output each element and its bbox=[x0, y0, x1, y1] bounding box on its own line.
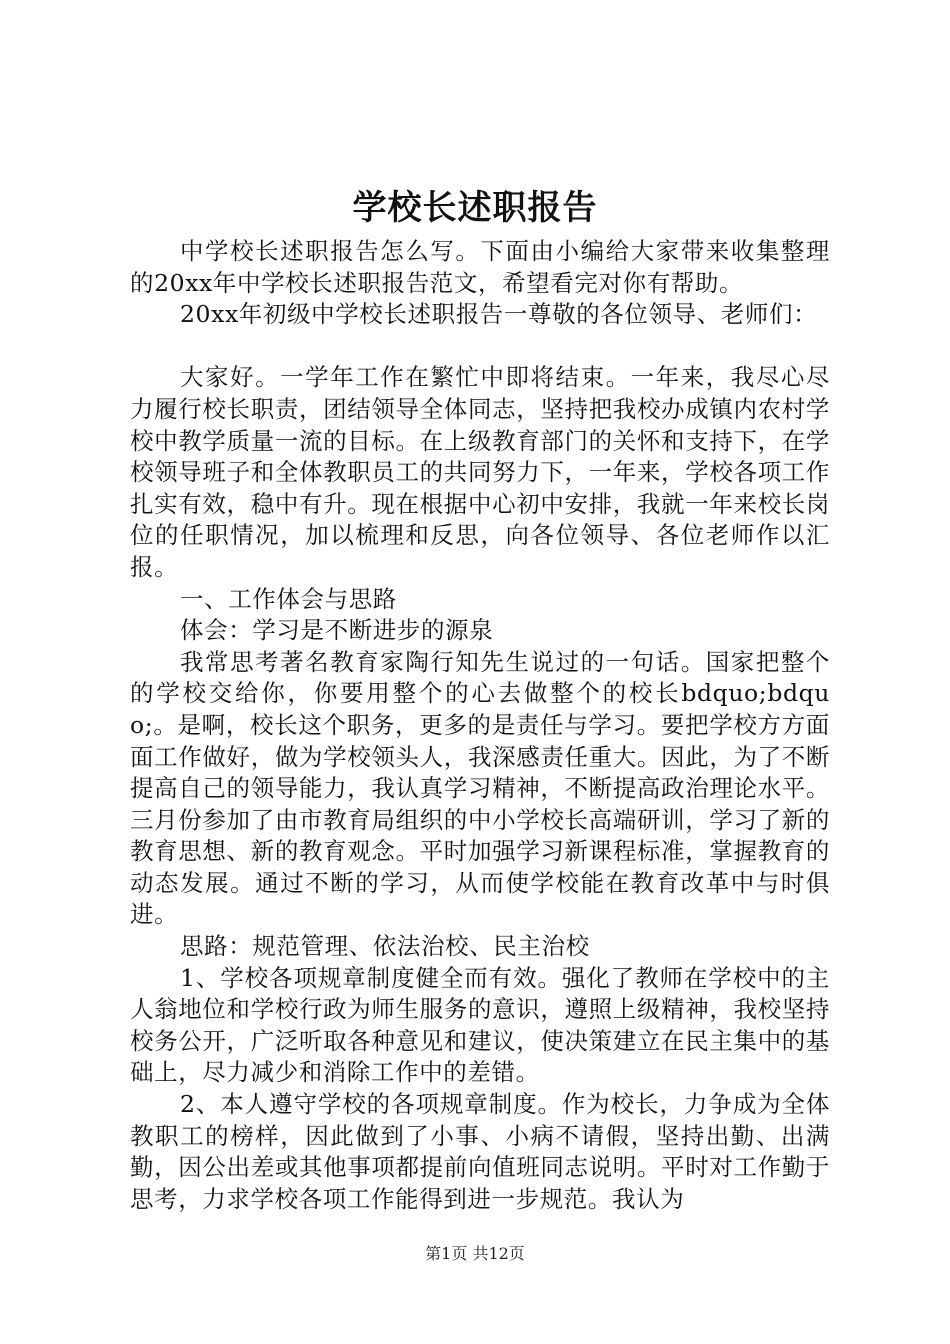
paragraph-intro: 中学校长述职报告怎么写。下面由小编给大家带来收集整理的20xx年中学校长述职报告范文，希望看完对你有帮助。 bbox=[130, 237, 830, 297]
subheading-approach: 思路：规范管理、依法治校、民主治校 bbox=[180, 932, 590, 961]
section-heading-1: 一、工作体会与思路 bbox=[180, 584, 397, 613]
paragraph-learning: 我常思考著名教育家陶行知先生说过的一句话。国家把整个的学校交给你，你要用整个的心去做整个的校长bdquo;bdquo;。是啊，校长这个职务，更多的是责任与学习。要把学校方方面面工作做好，做为学校领头人，我深感责任重大。因此，为了不断提高自己的领导能力，我认真学习精神，不断提高政治理论水平。三月份参加了由市教育局组织的中小学校长高端研训，学习了新的教育思想、新的教育观念。平时加强学习新课程标准，掌握教育的动态发展。通过不断的学习，从而使学校能在教育改革中与时俱进。 bbox=[130, 647, 830, 929]
paragraph-salutation: 20xx年初级中学校长述职报告一尊敬的各位领导、老师们： bbox=[180, 300, 818, 329]
paragraph-item-1: 1、学校各项规章制度健全而有效。强化了教师在学校中的主人翁地位和学校行政为师生服务的意识，遵照上级精神，我校坚持校务公开，广泛听取各种意见和建议，使决策建立在民主集中的基础上，尽力减少和消除工作中的差错。 bbox=[130, 963, 830, 1087]
subheading-experience: 体会：学习是不断进步的源泉 bbox=[180, 616, 494, 645]
document-body bbox=[130, 236, 830, 1215]
page-footer: 第1页 共12页 bbox=[425, 1244, 525, 1263]
document-title: 学校长述职报告 bbox=[352, 188, 598, 228]
paragraph-greeting: 大家好。一学年工作在繁忙中即将结束。一年来，我尽心尽力履行校长职责，团结领导全体同志，坚持把我校办成镇内农村学校中教学质量一流的目标。在上级教育部门的关怀和支持下，在学校领导班子和全体教职员工的共同努力下，一年来，学校各项工作扎实有效，稳中有升。现在根据中心初中安排，我就一年来校长岗位的任职情况，加以梳理和反思，向各位领导、各位老师作以汇报。 bbox=[130, 363, 830, 581]
paragraph-item-2: 2、本人遵守学校的各项规章制度。作为校长，力争成为全体教职工的榜样，因此做到了小事、小病不请假，坚持出勤、出满勤，因公出差或其他事项都提前向值班同志说明。平时对工作勤于思考，力求学校各项工作能得到进一步规范。我认为 bbox=[130, 1090, 830, 1213]
